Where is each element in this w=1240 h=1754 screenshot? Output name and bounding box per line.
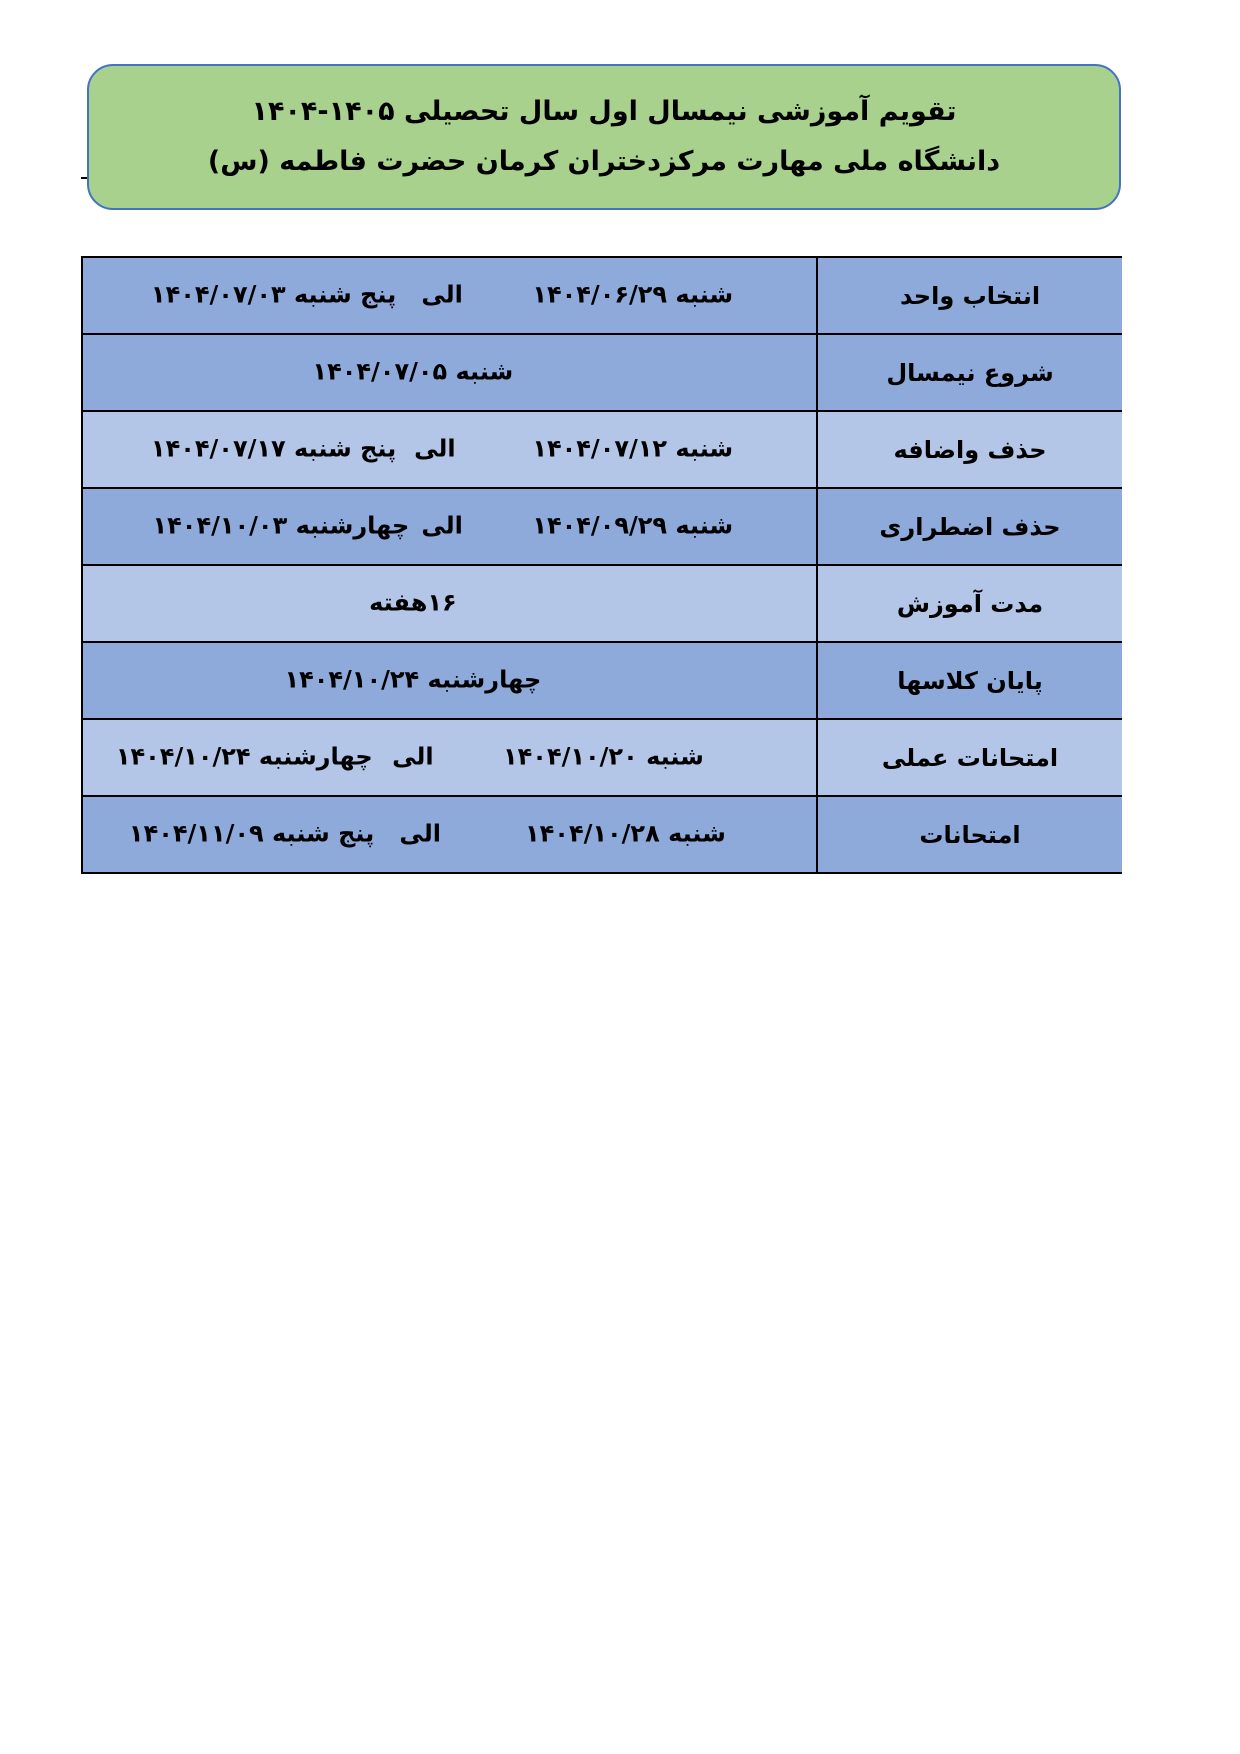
row-label: شروع نیمسال: [886, 358, 1054, 387]
start-date: شنبه ۱۴۰۴/۰۶/۲۹: [532, 280, 734, 309]
title-banner: [87, 64, 1121, 210]
date-cell: [83, 566, 818, 641]
table-row-semester-start: [83, 333, 1122, 410]
end-date: پنج شنبه ۱۴۰۴/۱۱/۰۹: [128, 819, 375, 848]
table-row-classes-end: [83, 641, 1122, 718]
start-date: شنبه ۱۴۰۴/۱۰/۲۰: [503, 742, 704, 771]
date-cell: [83, 489, 818, 564]
date-cell: [83, 335, 818, 410]
table-row-final-exams: [83, 795, 1122, 872]
end-date: پنج شنبه ۱۴۰۴/۰۷/۰۳: [150, 280, 397, 309]
single-date: شنبه ۱۴۰۴/۰۷/۰۵: [312, 357, 514, 386]
single-value: ۱۶هفته: [369, 588, 457, 617]
start-date: شنبه ۱۴۰۴/۰۹/۲۹: [532, 511, 734, 540]
date-cell: [83, 720, 818, 795]
row-label: حذف اضطراری: [879, 512, 1061, 541]
row-label: امتحانات: [919, 820, 1021, 849]
table-row-unit-selection: [83, 258, 1122, 333]
end-date: چهارشنبه ۱۴۰۴/۱۰/۰۳: [152, 511, 410, 540]
end-date: پنج شنبه ۱۴۰۴/۰۷/۱۷: [150, 434, 397, 463]
date-cell: [83, 643, 818, 718]
start-date: شنبه ۱۴۰۴/۰۷/۱۲: [532, 434, 734, 463]
range-connector: الی: [392, 742, 434, 771]
range-connector: الی: [421, 511, 463, 540]
range-connector: الی: [414, 434, 456, 463]
calendar-title: تقویم آموزشی نیمسال اول سال تحصیلی ۱۴۰۵-۱۴۰۴: [251, 96, 957, 127]
table-row-emergency-drop: [83, 487, 1122, 564]
single-date: چهارشنبه ۱۴۰۴/۱۰/۲۴: [284, 665, 542, 694]
row-label: امتحانات عملی: [881, 743, 1059, 772]
table-row-teaching-duration: [83, 564, 1122, 641]
start-date: شنبه ۱۴۰۴/۱۰/۲۸: [524, 819, 726, 848]
range-connector: الی: [421, 280, 463, 309]
row-label: حذف واضافه: [893, 435, 1047, 464]
table-row-add-drop: [83, 410, 1122, 487]
row-label: انتخاب واحد: [899, 281, 1041, 310]
schedule-table: [81, 256, 1122, 874]
date-cell: [83, 258, 818, 333]
range-connector: الی: [399, 819, 441, 848]
date-cell: [83, 412, 818, 487]
end-date: چهارشنبه ۱۴۰۴/۱۰/۲۴: [115, 742, 373, 771]
institution-name: دانشگاه ملی مهارت مرکزدختران کرمان حضرت فاطمه (س): [207, 146, 1001, 177]
table-row-practical-exams: [83, 718, 1122, 795]
row-label: پایان کلاسها: [897, 666, 1043, 695]
row-label: مدت آموزش: [896, 589, 1044, 618]
date-cell: [83, 797, 818, 872]
